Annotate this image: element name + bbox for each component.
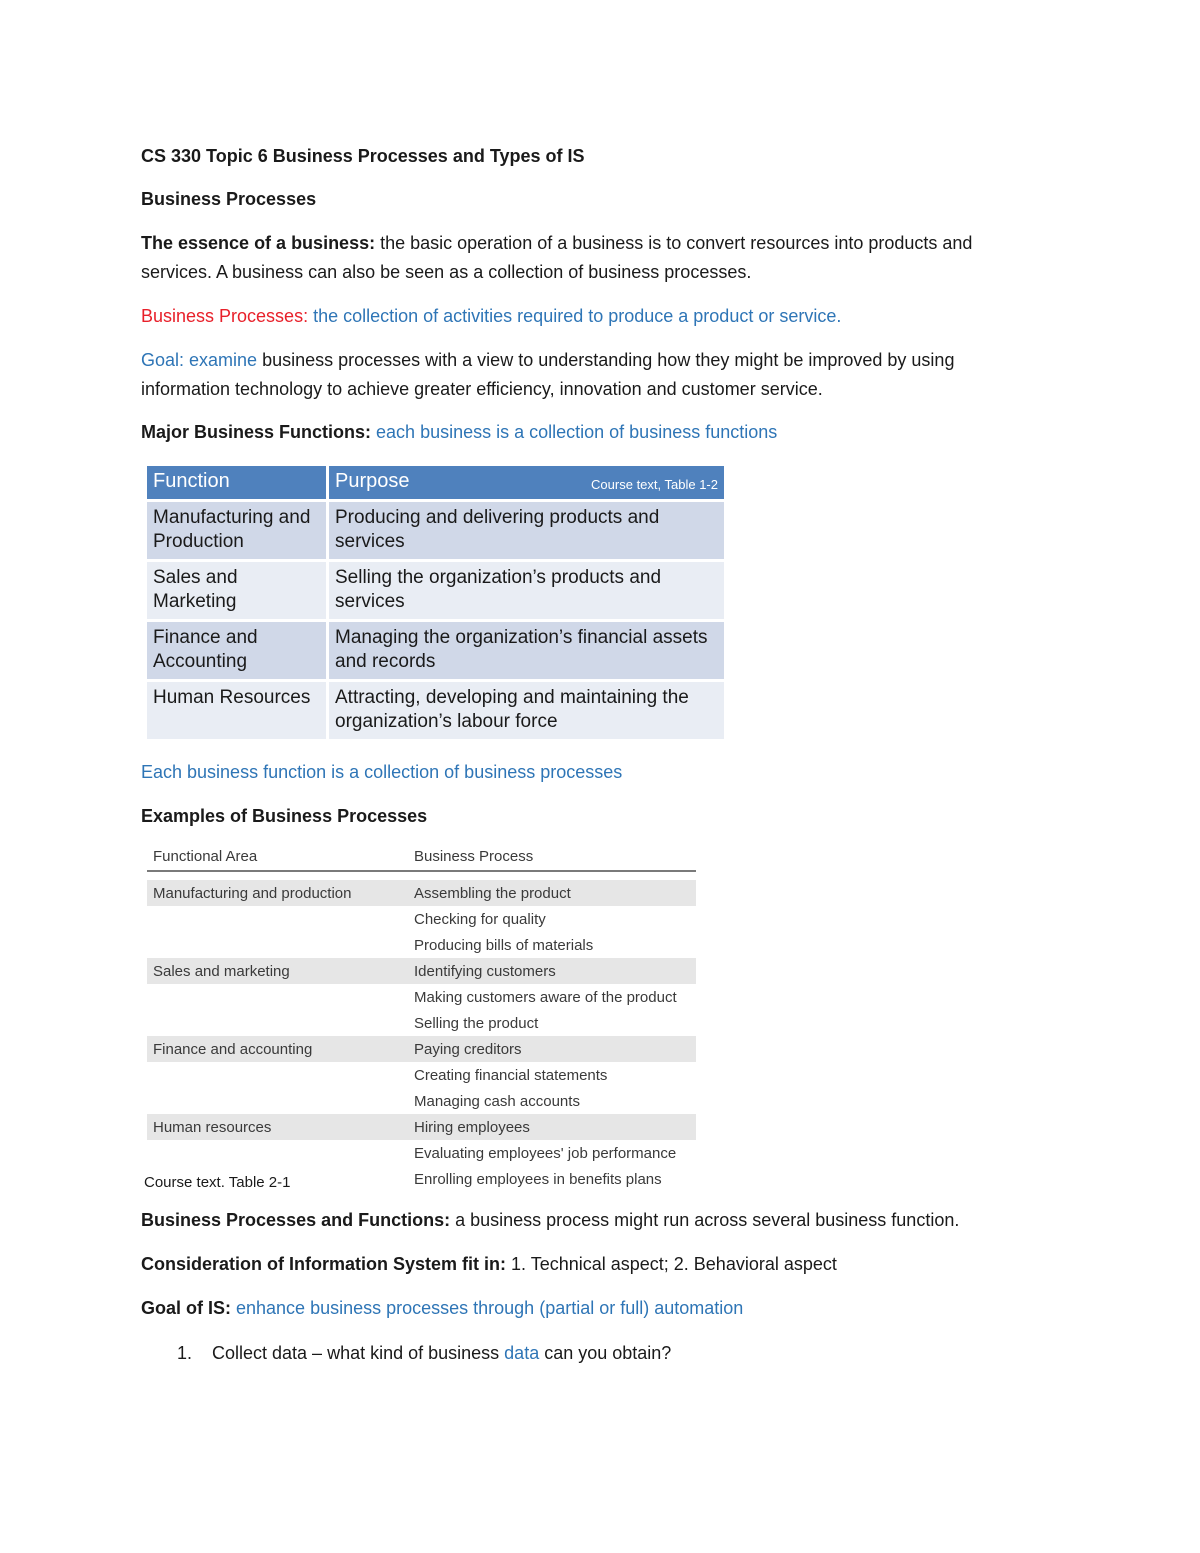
table-row [147, 1036, 696, 1062]
process-cell: Evaluating employees' job performance [414, 1145, 677, 1162]
document-title: CS 330 Topic 6 Business Processes and Types of IS [141, 146, 585, 166]
area-cell: Finance and accounting [153, 1041, 313, 1058]
functions-table-header [147, 466, 724, 501]
function-cell: Finance and Accounting [147, 621, 328, 681]
consideration-text: 1. Technical aspect; 2. Behavioral aspect [506, 1254, 837, 1274]
table-row [147, 932, 696, 958]
header-business-process: Business Process [414, 848, 534, 865]
functions-table [147, 466, 724, 742]
table-row [147, 1010, 696, 1036]
bp-functions-paragraph [141, 1206, 1041, 1235]
business-process-examples-table [144, 844, 696, 1192]
table-row [147, 1114, 696, 1140]
bp-functions-text: a business process might run across several business function. [450, 1210, 960, 1230]
table-row [147, 906, 696, 932]
process-cell: Producing bills of materials [414, 937, 594, 954]
goal-is-text: enhance business processes through (partial or full) automation [231, 1298, 744, 1318]
table-row [147, 1140, 696, 1166]
consideration-label: Consideration of Information System fit in: [141, 1254, 507, 1274]
goal-emph: examine [184, 350, 258, 370]
major-text: each business is a collection of business functions [371, 422, 778, 442]
essence-text: the basic operation of a business is to convert resources into products and services. A business can also be seen as a collection of business processes. [141, 233, 973, 282]
list-item-number: 1. [177, 1343, 193, 1363]
area-cell: Human resources [153, 1119, 272, 1136]
consideration-paragraph [141, 1250, 1041, 1279]
area-cell: Sales and marketing [153, 963, 290, 980]
process-cell: Identifying customers [414, 963, 556, 980]
list-item-post: can you obtain? [539, 1343, 672, 1363]
process-cell: Assembling the product [414, 885, 571, 902]
bp-def-text: the collection of activities required to produce a product or service. [308, 306, 842, 326]
goal-is-label: Goal of IS: [141, 1298, 231, 1318]
purpose-cell: Attracting, developing and maintaining the organization’s labour force [328, 681, 725, 741]
function-cell: Manufacturing and Production [147, 501, 328, 561]
business-processes-definition [141, 302, 1041, 331]
bp-functions-label: Business Processes and Functions: [141, 1210, 451, 1230]
purpose-cell: Selling the organization’s products and services [328, 561, 725, 621]
table-row [147, 1062, 696, 1088]
table-row [147, 621, 724, 681]
header-functional-area: Functional Area [153, 848, 258, 865]
goal-paragraph [141, 346, 1041, 404]
header-function: Function [147, 466, 328, 501]
table-row [147, 880, 696, 906]
table2-caption: Course text. Table 2-1 [144, 1174, 291, 1191]
header-purpose [328, 466, 725, 501]
purpose-cell: Producing and delivering products and services [328, 501, 725, 561]
table-row [147, 958, 696, 984]
bp-def-label: Business Processes: [141, 306, 309, 326]
process-cell: Checking for quality [414, 911, 546, 928]
process-cell: Managing cash accounts [414, 1093, 580, 1110]
function-cell: Human Resources [147, 681, 328, 741]
each-function-note: Each business function is a collection of business processes [141, 762, 623, 782]
process-cell: Selling the product [414, 1015, 539, 1032]
function-cell: Sales and Marketing [147, 561, 328, 621]
process-cell: Paying creditors [414, 1041, 522, 1058]
examples-heading: Examples of Business Processes [141, 806, 428, 826]
examples-table-header [147, 844, 696, 872]
table-row [147, 1088, 696, 1114]
table-row [147, 501, 724, 561]
list-item-emph: data [504, 1343, 540, 1363]
header-purpose-label: Purpose [335, 470, 410, 492]
purpose-cell: Managing the organization’s financial assets and records [328, 621, 725, 681]
list-item-pre: Collect data – what kind of business [212, 1343, 505, 1363]
table-row [147, 561, 724, 621]
major-functions-paragraph [141, 418, 1041, 447]
process-cell: Making customers aware of the product [414, 989, 677, 1006]
table1-caption: Course text, Table 1-2 [591, 477, 718, 492]
section-heading-business-processes: Business Processes [141, 189, 317, 209]
process-cell: Creating financial statements [414, 1067, 608, 1084]
table-row [147, 984, 696, 1010]
essence-paragraph [141, 229, 1041, 287]
area-cell: Manufacturing and production [153, 885, 352, 902]
process-cell: Enrolling employees in benefits plans [414, 1171, 662, 1188]
goal-text: business processes with a view to understanding how they might be improved by using information technology to achieve greater efficiency, innovation and customer service. [141, 350, 955, 399]
process-cell: Hiring employees [414, 1119, 530, 1136]
major-label: Major Business Functions: [141, 422, 372, 442]
goal-label: Goal: [141, 350, 185, 370]
essence-label: The essence of a business: [141, 233, 376, 253]
table-row [147, 681, 724, 741]
goal-of-is-paragraph [141, 1294, 1041, 1323]
list-item [212, 1339, 671, 1368]
